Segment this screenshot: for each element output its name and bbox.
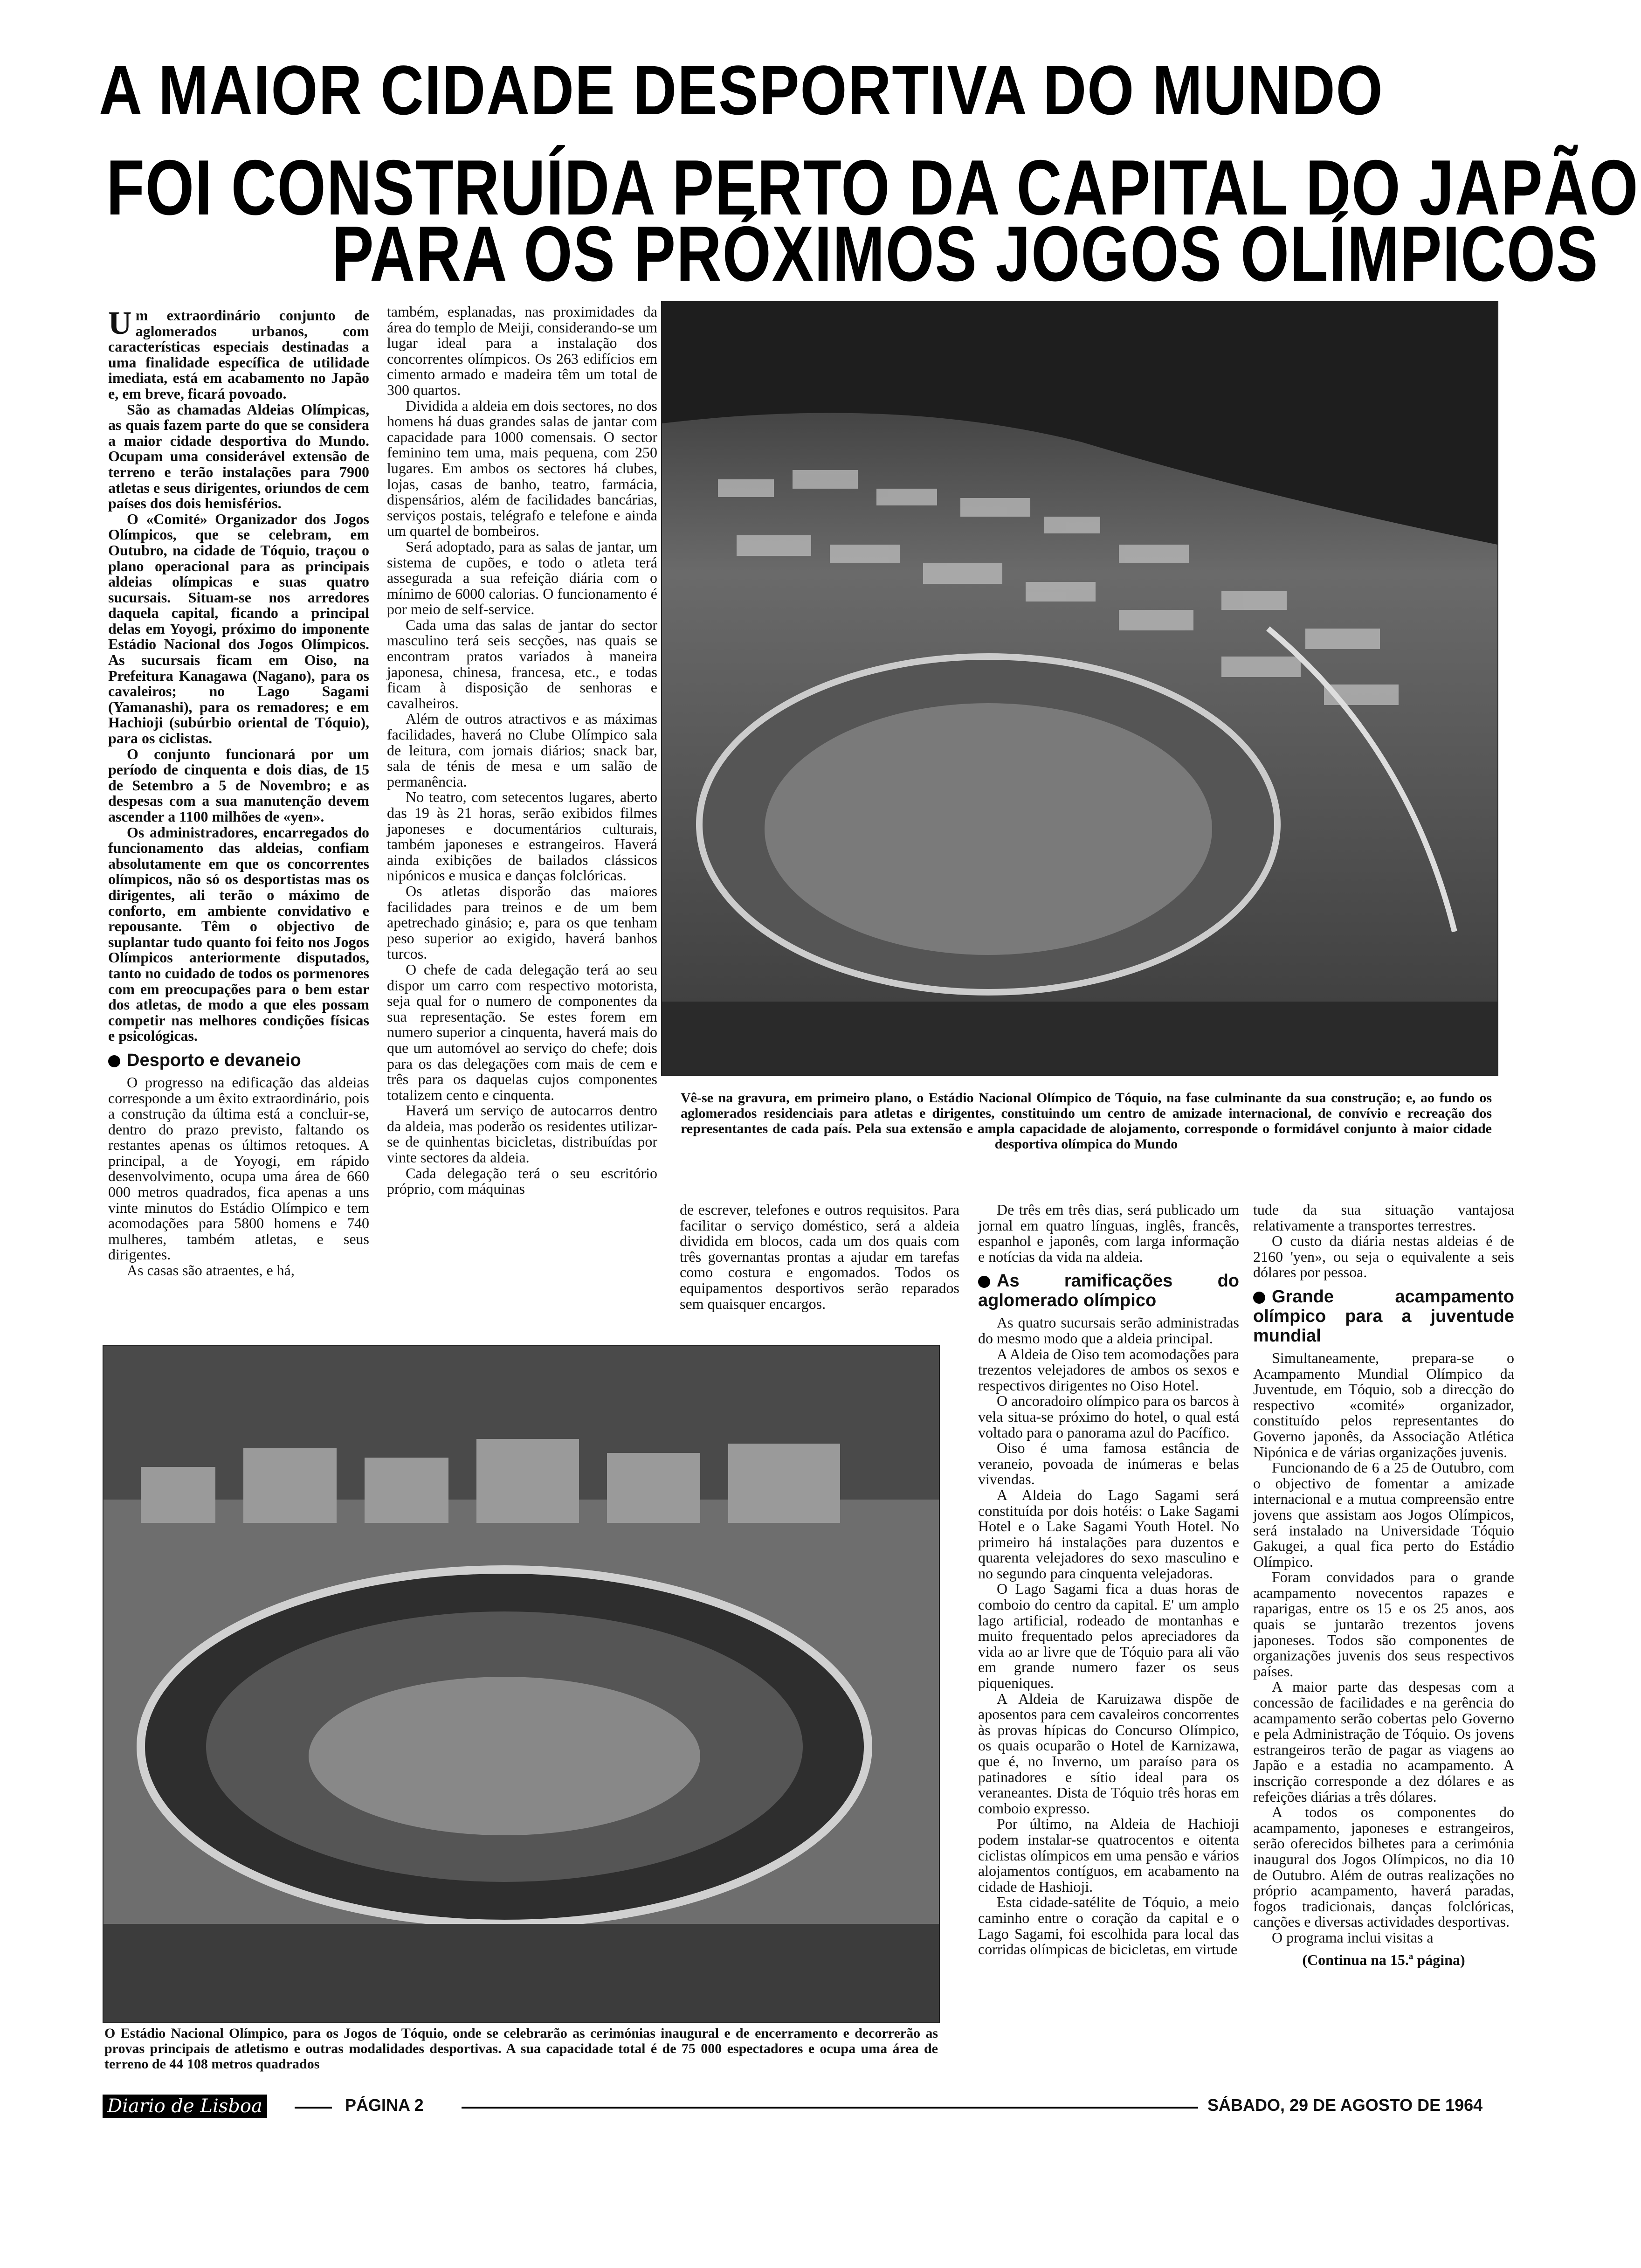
paragraph: O custo da diária nestas aldeias é de 2160 'yen», ou seja o equivalente a seis dólares por pessoa. [1253, 1232, 1514, 1281]
paragraph: tude da sua situação vantajosa relativamente a transportes terrestres. [1253, 1201, 1514, 1234]
paragraph: De três em três dias, será publicado um jornal em quatro línguas, inglês, francês, espanhol e japonês, com larga informação e notícias da vida na aldeia. [978, 1201, 1239, 1265]
paragraph: A Aldeia de Karuizawa dispõe de aposentos para cem cavaleiros concorrentes às provas hípicas do Concurso Olímpico, os quais ocuparão o Hotel de Karnizawa, que é, no Inverno, um paraíso para os patinadores e sítio ideal para os veraneantes. Dista de Tóquio três horas em comboio expresso. [978, 1690, 1239, 1817]
article-column-1 [108, 305, 369, 1279]
paragraph: também, esplanadas, nas proximidades da área do templo de Meiji, considerando-se um lugar ideal para a instalação dos concorrentes olímpicos. Os 263 edifícios em cimento armado e madeira têm um total de 300 quartos. [387, 303, 657, 398]
stadium-photo-illustration [103, 1346, 939, 2022]
article-column-4 [978, 1202, 1239, 1957]
paragraph: A maior parte das despesas com a concessão de facilidades e na gerência do acampamento serão cobertas pelo Governo e pela Administração de Tóquio. Os jovens estrangeiros terão de pagar as viagens ao Japão e a estadia no acampamento. A inscrição corresponde a dez dólares e as refeições diárias a três dólares. [1253, 1678, 1514, 1805]
paragraph: A Aldeia de Oiso tem acomodações para trezentos velejadores de ambos os sexos e respectivos dirigentes no Oiso Hotel. [978, 1345, 1239, 1394]
paragraph: As quatro sucursais serão administradas do mesmo modo que a aldeia principal. [978, 1314, 1239, 1347]
paragraph: Cada uma das salas de jantar do sector masculino terá seis secções, nas quais se encontram pratos variados à maneira japonesa, chinesa, francesa, etc., e todas ficam à disposição de senhoras e cavalheiros. [387, 616, 657, 712]
issue-date: SÁBADO, 29 DE AGOSTO DE 1964 [1207, 2095, 1483, 2115]
paragraph: O chefe de cada delegação terá ao seu dispor um carro com respectivo motorista, seja qual for o numero de componentes da sua representação. Se estes forem em numero superior a cinquenta, haverá mais do que um automóvel ao serviço do chefe; dois para os das delegações com mais de cem e três para os daquelas cujos componentes totalizem cento e cinquenta. [387, 961, 657, 1103]
paragraph: As casas são atraentes, e há, [127, 1262, 295, 1279]
headline-line-3: PARA OS PRÓXIMOS JOGOS OLÍMPICOS [332, 210, 1599, 297]
bullet-icon [978, 1276, 990, 1288]
paragraph: Esta cidade-satélite de Tóquio, a meio caminho entre o coração da capital e o Lago Sagami, foi escolhida para local das corridas olímpicas de bicicletas, em virtude [978, 1894, 1239, 1958]
paragraph: O programa inclui visitas a [1272, 1929, 1434, 1946]
paragraph: Os administradores, encarregados do funcionamento das aldeias, confiam absolutamente em que os concorrentes olímpicos, não só os desportistas mas os dirigentes, ali terão o máximo de conforto, em ambiente convidativo e repousante. Têm o objectivo de suplantar tudo quanto foi feito nos Jogos Olímpicos anteriormente disputados, tanto no cuidado de todos os pormenores com em preocupações para o bem estar dos atletas, de modo a que eles possam competir nas melhores condições físicas e psicológicas. [108, 823, 369, 1044]
footer-rule-middle [462, 2107, 1198, 2109]
paragraph: O «Comité» Organizador dos Jogos Olímpicos, que se celebram, em Outubro, na cidade de Tóquio, traçou o plano operacional para as principais aldeias olímpicas e suas quatro sucursais. Situam-se nos arredores daquela capital, ficando a principal delas em Yoyogi, próximo do imponente Estádio Nacional dos Jogos Olímpicos. As sucursais ficam em Oiso, na Prefeitura Kanagawa (Nagano), para os cavaleiros; no Lago Sagami (Yamanashi), para os remadores; e em Hachioji (subúrbio oriental de Tóquio), para os ciclistas. [108, 510, 369, 747]
headline-line-1: A MAIOR CIDADE DESPORTIVA DO MUNDO [99, 51, 1384, 129]
headline-line-2: FOI CONSTRUÍDA PERTO DA CAPITAL DO JAPÃO [106, 144, 1639, 231]
paragraph: A todos os componentes do acampamento, japoneses e estrangeiros, serão oferecidos bilhetes para a cerimónia inaugural dos Jogos Olímpicos, no dia 10 de Outubro. Além de outras realizações no próprio acampamento, haverá paradas, fogos tradicionais, danças folclóricas, canções e diversas actividades desportivas. [1253, 1804, 1514, 1930]
paragraph: O progresso na edificação das aldeias corresponde a um êxito extraordinário, pois a construção da última está a concluir-se, dentro do prazo previsto, faltando os restantes apenas os últimos retoques. A principal, a de Yoyogi, em rápido desenvolvimento, ocupa uma área de 660 000 metros quadrados, fica apenas a uns vinte minutos do Estádio Olímpico e tem acomodações para 5800 homens e 740 mulheres, também atletas, e seus dirigentes. [108, 1073, 369, 1263]
bullet-icon [108, 1055, 120, 1067]
continuation-note: (Continua na 15.ª página) [1302, 1951, 1465, 1968]
photo-national-stadium [103, 1345, 940, 2023]
photo-bottom-caption: O Estádio Nacional Olímpico, para os Jogos de Tóquio, onde se celebrarão as cerimónias inaugural e de encerramento e decorrerão as provas principais de atletismo e outras modalidades desportivas. A sua capacidade total é de 75 000 espectadores e ocupa uma área de terreno de 44 108 metros quadrados [104, 2026, 938, 2072]
paragraph: Foram convidados para o grande acampamento novecentos rapazes e raparigas, entre os 15 e os 25 anos, aos quais se juntarão trezentos jovens japoneses. Todos são componentes de organizações juvenis dos seus respectivos países. [1253, 1569, 1514, 1680]
paragraph: O ancoradoiro olímpico para os barcos à vela situa-se próximo do hotel, o qual está voltado para o panorama azul do Pacífico. [978, 1392, 1239, 1441]
subheading: Grande acampamento olímpico para a juventude mundial [1253, 1286, 1514, 1346]
paragraph: O Lago Sagami fica a duas horas de comboio do centro da capital. E' um amplo lago artificial, rodeado de montanhas e muito frequentado pelos apreciadores da vida ao ar livre que de Tóquio para ali vão em grande numero fazer os seus piqueniques. [978, 1580, 1239, 1692]
paragraph: Os atletas disporão das maiores facilidades para treinos e de um bem apetrechado ginásio; e, para os que tenham peso superior ao exigido, haverá banhos turcos. [387, 882, 657, 962]
paragraph: Além de outros atractivos e as máximas facilidades, haverá no Clube Olímpico sala de leitura, com jornais diários; snack bar, sala de ténis de mesa e um salão de permanência. [387, 710, 657, 790]
paragraph: Dividida a aldeia em dois sectores, no dos homens há duas grandes salas de jantar com capacidade para 1000 comensais. O sector feminino tem uma, mais pequena, com 250 lugares. Em ambos os sectores há clubes, lojas, casas de banho, teatro, farmácia, dispensários, além de facilidades bancárias, serviços postais, telégrafo e telefone e ainda um quartel de bombeiros. [387, 397, 657, 539]
photo-olympic-village-aerial [661, 301, 1498, 1076]
paragraph: A Aldeia do Lago Sagami será constituída por dois hotéis: o Lake Sagami Hotel e o Lake Sagami Youth Hotel. No primeiro há instalações para duzentos e quarenta velejadores do sexo masculino e no segundo para cinquenta velejadoras. [978, 1486, 1239, 1582]
paragraph: Por último, na Aldeia de Hachioji podem instalar-se quatrocentos e oitenta ciclistas olímpicos em uma pensão e vários alojamentos contíguos, em acabamento na cidade de Hashioji. [978, 1815, 1239, 1895]
footer-rule-left [295, 2107, 332, 2109]
paragraph: São as chamadas Aldeias Olímpicas, as quais fazem parte do que se considera a maior cidade desportiva do Mundo. Ocupam uma considerável extensão de terreno e terão instalações para 7900 atletas e seus dirigentes, oriundos de cem países dos dois hemisférios. [108, 401, 369, 512]
paragraph: Será adoptado, para as salas de jantar, um sistema de cupões, e todo o atleta terá assegurada a sua refeição diária com o mínimo de 6000 calorias. O funcionamento é por meio de self-service. [387, 538, 657, 618]
subheading: Desporto e devaneio [108, 1051, 369, 1070]
paragraph: O conjunto funcionará por um período de cinquenta e dois dias, de 15 de Setembro a 5 de Novembro; e as despesas com a sua manutenção devem ascender a 1100 milhões de «yen». [108, 745, 369, 825]
paragraph: Oiso é uma famosa estância de veraneio, povoada de inúmeras e belas vivendas. [978, 1439, 1239, 1488]
page-number: PÁGINA 2 [345, 2095, 424, 2115]
paragraph: Um extraordinário conjunto de aglomerados urbanos, com características especiais destinadas a uma finalidade específica de utilidade imediata, está em acabamento no Japão e, em breve, ficará povoado. [108, 305, 369, 402]
paragraph: Cada delegação terá o seu escritório próprio, com máquinas [387, 1164, 657, 1197]
article-column-5 [1253, 1202, 1514, 1968]
paragraph: de escrever, telefones e outros requisitos. Para facilitar o serviço doméstico, será a aldeia dividida em blocos, cada um dos quais com três governantas prontas a ajudar em tarefas como costura e engomados. Todos os equipamentos desportivos serão reparados sem quaisquer encargos. [680, 1201, 959, 1312]
photo-top-caption: Vê-se na gravura, em primeiro plano, o Estádio Nacional Olímpico de Tóquio, na fase culminante da sua construção; e, ao fundo os aglomerados residenciais para atletas e dirigentes, constituindo um centro de amizade internacional, de convívio e recreação dos representantes de cada país. Pela sua extensão e ampla capacidade de alojamento, corresponde o formidável conjunto à maior cidade desportiva olímpica do Mundo [681, 1090, 1492, 1152]
aerial-photo-illustration [662, 302, 1497, 1075]
paragraph: Funcionando de 6 a 25 de Outubro, com o objectivo de fomentar a amizade internacional e a mutua compreensão entre jovens que assistam aos Jogos Olímpicos, será instalado na Universidade Tóquio Gakugei, a qual fica perto do Estádio Olímpico. [1253, 1459, 1514, 1570]
paragraph: No teatro, com setecentos lugares, aberto das 19 às 21 horas, serão exibidos filmes japoneses e documentários culturais, também japoneses e estrangeiros. Haverá ainda exibições de bailados clássicos nipónicos e musica e danças folclóricas. [387, 788, 657, 884]
subheading: As ramificações do aglomerado olímpico [978, 1271, 1239, 1311]
masthead-logo: Diario de Lisboa [103, 2095, 267, 2118]
article-column-2 [387, 304, 657, 1197]
paragraph: Haverá um serviço de autocarros dentro da aldeia, mas poderão os residentes utilizar-se de quinhentas bicicletas, distribuídas por vinte sectores da aldeia. [387, 1102, 657, 1166]
article-column-3 [680, 1202, 959, 1312]
bullet-icon [1253, 1292, 1265, 1304]
paragraph: Simultaneamente, prepara-se o Acampamento Mundial Olímpico da Juventude, em Tóquio, sob a direcção do respectivo «comité» organizador, constituído pelos representantes do Governo japonês, da Associação Atlética Nipónica e de várias organizações juvenis. [1253, 1349, 1514, 1460]
